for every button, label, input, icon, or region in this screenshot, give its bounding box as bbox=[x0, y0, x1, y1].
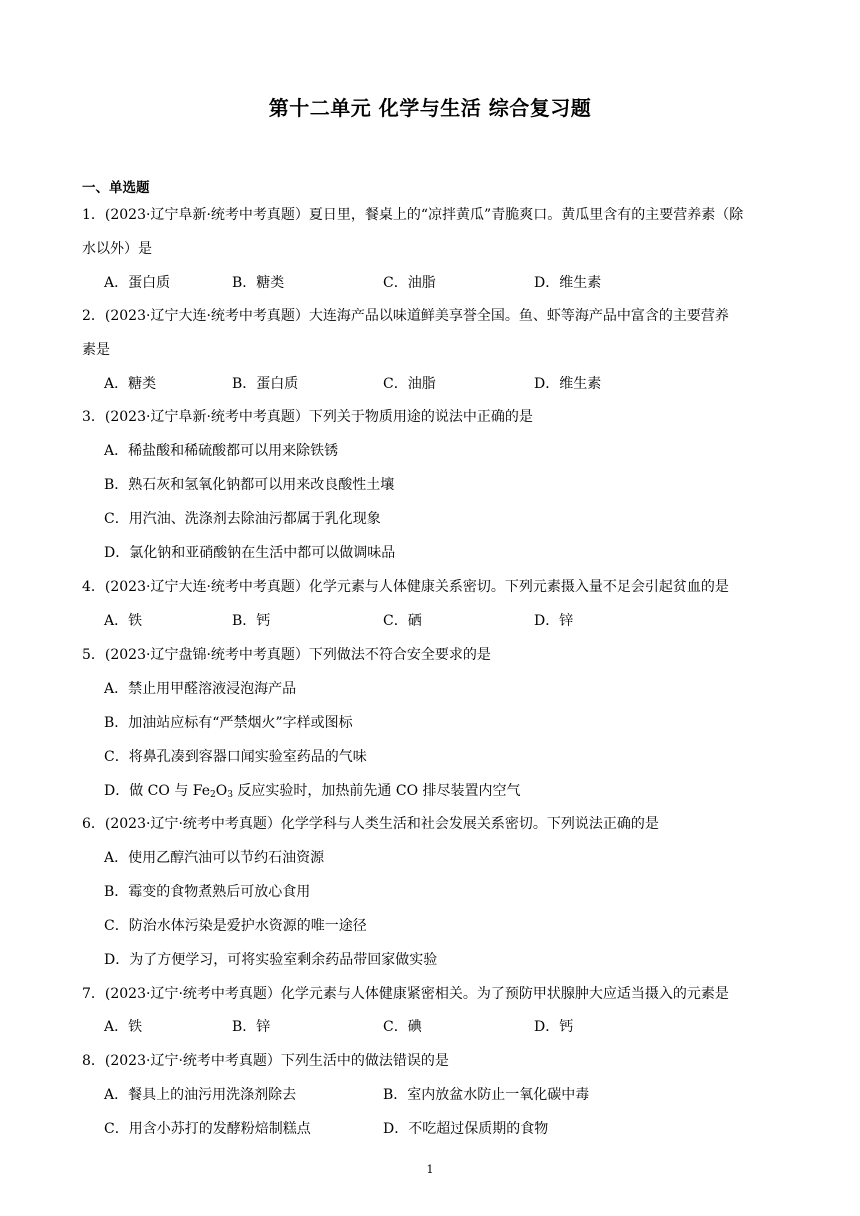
question-8-option-d: D．不吃超过保质期的食物 bbox=[383, 1121, 549, 1137]
question-4-option-a: A．铁 bbox=[104, 613, 143, 629]
question-6-option-c: C．防治水体污染是爱护水资源的唯一途径 bbox=[104, 918, 367, 934]
question-5-option-d-part: O bbox=[215, 783, 228, 799]
question-3-option-a: A．稀盐酸和稀硫酸都可以用来除铁锈 bbox=[104, 443, 339, 459]
question-2-option-b: B．蛋白质 bbox=[232, 376, 299, 392]
section-heading: 一、单选题 bbox=[82, 180, 150, 196]
question-4-option-b: B．钙 bbox=[232, 613, 271, 629]
question-3-option-b: B．熟石灰和氢氧化钠都可以用来改良酸性土壤 bbox=[104, 477, 395, 493]
question-5-option-d bbox=[104, 780, 521, 800]
question-6-option-d: D．为了方便学习，可将实验室剩余药品带回家做实验 bbox=[104, 952, 438, 968]
question-6-text: 6．(2023·辽宁·统考中考真题）化学学科与人类生活和社会发展关系密切。下列说法正确的是 bbox=[82, 816, 659, 832]
question-8-text: 8．(2023·辽宁·统考中考真题）下列生活中的做法错误的是 bbox=[82, 1053, 449, 1069]
question-7-option-d: D．钙 bbox=[534, 1019, 574, 1035]
question-1-option-b: B．糖类 bbox=[232, 275, 285, 291]
question-4-text: 4．(2023·辽宁大连·统考中考真题）化学元素与人体健康关系密切。下列元素摄入量不足会引起贫血的是 bbox=[82, 579, 729, 595]
question-1-text: 1．(2023·辽宁阜新·统考中考真题）夏日里，餐桌上的“凉拌黄瓜”青脆爽口。黄瓜里含有的主要营养素（除 bbox=[82, 207, 744, 223]
question-7-text: 7．(2023·辽宁·统考中考真题）化学元素与人体健康紧密相关。为了预防甲状腺肿大应适当摄入的元素是 bbox=[82, 986, 729, 1002]
question-2-option-a: A．糖类 bbox=[104, 376, 157, 392]
question-7-option-a: A．铁 bbox=[104, 1019, 143, 1035]
subscript-2: 2 bbox=[210, 790, 216, 800]
question-3-text: 3．(2023·辽宁阜新·统考中考真题）下列关于物质用途的说法中正确的是 bbox=[82, 409, 533, 425]
question-2-option-d: D．维生素 bbox=[534, 376, 602, 392]
question-8-option-b: B．室内放盆水防止一氧化碳中毒 bbox=[383, 1087, 590, 1103]
page-title: 第十二单元 化学与生活 综合复习题 bbox=[268, 96, 592, 120]
question-1-text-cont: 水以外）是 bbox=[82, 241, 152, 257]
question-2-text: 2．(2023·辽宁大连·统考中考真题）大连海产品以味道鲜美享誉全国。鱼、虾等海产品中富含的主要营养 bbox=[82, 308, 729, 324]
question-5-option-c: C．将鼻孔凑到容器口闻实验室药品的气味 bbox=[104, 749, 367, 765]
question-5-option-a: A．禁止用甲醛溶液浸泡海产品 bbox=[104, 681, 297, 697]
question-5-text: 5．(2023·辽宁盘锦·统考中考真题）下列做法不符合安全要求的是 bbox=[82, 647, 491, 663]
question-5-option-b: B．加油站应标有“严禁烟火”字样或图标 bbox=[104, 715, 353, 731]
question-2-text-cont: 素是 bbox=[82, 342, 110, 358]
subscript-3: 3 bbox=[227, 790, 233, 800]
question-5-option-d-part: D．做 CO 与 Fe bbox=[104, 783, 210, 799]
question-4-option-c: C．硒 bbox=[383, 613, 422, 629]
question-5-option-d-part: 反应实验时，加热前先通 CO 排尽装置内空气 bbox=[232, 783, 521, 799]
question-1-option-c: C．油脂 bbox=[383, 275, 436, 291]
question-3-option-c: C．用汽油、洗涤剂去除油污都属于乳化现象 bbox=[104, 511, 381, 527]
question-7-option-c: C．碘 bbox=[383, 1019, 422, 1035]
question-1-option-d: D．维生素 bbox=[534, 275, 602, 291]
question-8-option-c: C．用含小苏打的发酵粉焙制糕点 bbox=[104, 1121, 311, 1137]
question-3-option-d: D．氯化钠和亚硝酸钠在生活中都可以做调味品 bbox=[104, 545, 396, 561]
page-number: 1 bbox=[426, 1163, 434, 1176]
question-8-option-a: A．餐具上的油污用洗涤剂除去 bbox=[104, 1087, 297, 1103]
question-4-option-d: D．锌 bbox=[534, 613, 574, 629]
question-2-option-c: C．油脂 bbox=[383, 376, 436, 392]
question-7-option-b: B．锌 bbox=[232, 1019, 271, 1035]
question-6-option-a: A．使用乙醇汽油可以节约石油资源 bbox=[104, 850, 325, 866]
question-6-option-b: B．霉变的食物煮熟后可放心食用 bbox=[104, 884, 311, 900]
question-1-option-a: A．蛋白质 bbox=[104, 275, 171, 291]
